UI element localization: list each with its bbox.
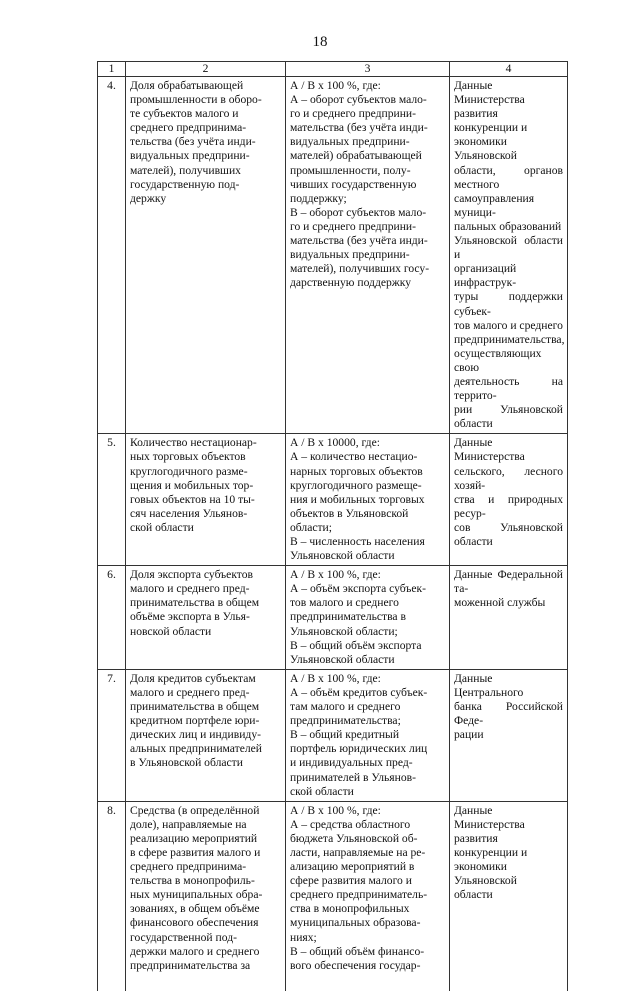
indicator-line: финансового обеспечения [130, 916, 281, 930]
formula-line: тов малого и среднего [290, 596, 445, 610]
source-line: развития конкуренции и [454, 107, 563, 135]
source-cell [450, 566, 568, 670]
formula-line: А – объём кредитов субъек- [290, 686, 445, 700]
column-header: 3 [286, 62, 450, 77]
source-line: экономики Ульяновской [454, 135, 563, 163]
indicator-line: среднего предпринима- [130, 121, 281, 135]
indicator-line: Доля кредитов субъектам [130, 672, 281, 686]
source-line: области [454, 888, 563, 902]
indicator-line: мателей), получивших [130, 164, 281, 178]
source-line: деятельность на террито- [454, 375, 563, 403]
source-cell [450, 77, 568, 434]
indicator-line: малого и среднего пред- [130, 686, 281, 700]
source-line: ства и природных ресур- [454, 493, 563, 521]
source-line: банка Российской Феде- [454, 700, 563, 728]
indicator-line: ных торговых объектов [130, 450, 281, 464]
column-header: 2 [126, 62, 286, 77]
indicator-line: предпринимательства за [130, 959, 281, 973]
formula-line: А / В х 100 %, где: [290, 804, 445, 818]
source-line: предпринимательства, [454, 333, 563, 347]
formula-line: В – оборот субъектов мало- [290, 206, 445, 220]
table-row [98, 77, 568, 434]
indicator-line: сяч населения Ульянов- [130, 507, 281, 521]
indicator-line: государственной под- [130, 931, 281, 945]
source-line: рации [454, 728, 563, 742]
indicator-line: ных муниципальных обра- [130, 888, 281, 902]
indicator-line: Доля обрабатывающей [130, 79, 281, 93]
formula-line: В – общий объём финансо- [290, 945, 445, 959]
indicator-line: кредитном портфеле юри- [130, 714, 281, 728]
indicator-line: государственную под- [130, 178, 281, 192]
table-body [98, 77, 568, 991]
indicator-line: новской области [130, 625, 281, 639]
formula-line: го и среднего предприни- [290, 107, 445, 121]
source-line: пальных образований [454, 220, 563, 234]
formula-line: А – объём экспорта субъек- [290, 582, 445, 596]
table-row [98, 669, 568, 801]
indicator-cell [126, 434, 286, 566]
indicator-line: держки малого и среднего [130, 945, 281, 959]
formula-line: ализацию мероприятий в [290, 860, 445, 874]
formula-line: бюджета Ульяновской об- [290, 832, 445, 846]
formula-line: А / В х 100 %, где: [290, 672, 445, 686]
source-line: самоуправления муници- [454, 192, 563, 220]
formula-line: нарных торговых объектов [290, 465, 445, 479]
formula-line: поддержку; [290, 192, 445, 206]
indicator-cell [126, 77, 286, 434]
formula-line: мателей) обрабатывающей [290, 149, 445, 163]
row-number: 6. [98, 566, 126, 670]
formula-line: мательства (без учёта инди- [290, 234, 445, 248]
formula-line: предпринимательства; [290, 714, 445, 728]
source-line: моженной службы [454, 596, 563, 610]
table-row [98, 566, 568, 670]
source-line: тов малого и среднего [454, 319, 563, 333]
formula-line: ской области [290, 785, 445, 799]
indicator-line: малого и среднего пред- [130, 582, 281, 596]
formula-line: ниях; [290, 931, 445, 945]
formula-line: среднего предприниматель- [290, 888, 445, 902]
formula-line: чивших государственную [290, 178, 445, 192]
formula-line: А – количество нестацио- [290, 450, 445, 464]
formula-line: сфере развития малого и [290, 874, 445, 888]
source-line: Ульяновской области и [454, 234, 563, 262]
formula-line: мательства (без учёта инди- [290, 121, 445, 135]
formula-line: А / В х 100 %, где: [290, 568, 445, 582]
indicator-line: среднего предпринима- [130, 860, 281, 874]
indicator-line: дических лиц и индивиду- [130, 728, 281, 742]
formula-line: В – общий кредитный [290, 728, 445, 742]
column-header: 4 [450, 62, 568, 77]
indicator-line: держку [130, 192, 281, 206]
indicator-line: видуальных предприни- [130, 149, 281, 163]
source-line: Данные Министерства [454, 436, 563, 464]
formula-line: А / В х 100 %, где: [290, 79, 445, 93]
formula-line: В – численность населения [290, 535, 445, 549]
source-line: Данные Федеральной та- [454, 568, 563, 596]
indicators-table [97, 61, 568, 991]
source-line: осуществляющих свою [454, 347, 563, 375]
indicator-line: в сфере развития малого и [130, 846, 281, 860]
formula-cell [286, 801, 450, 991]
source-line: организаций инфраструк- [454, 262, 563, 290]
indicator-line: Доля экспорта субъектов [130, 568, 281, 582]
formula-line: ния и мобильных торговых [290, 493, 445, 507]
formula-cell [286, 669, 450, 801]
source-line: экономики Ульяновской [454, 860, 563, 888]
indicator-line: Количество нестационар- [130, 436, 281, 450]
formula-line: дарственную поддержку [290, 276, 445, 290]
indicator-line: объёме экспорта в Улья- [130, 610, 281, 624]
formula-line: мателей), получивших госу- [290, 262, 445, 276]
indicator-line: Средства (в определённой [130, 804, 281, 818]
formula-line: предпринимательства в [290, 610, 445, 624]
source-line: развития конкуренции и [454, 832, 563, 860]
formula-line: А – оборот субъектов мало- [290, 93, 445, 107]
formula-line: А – средства областного [290, 818, 445, 832]
table-row [98, 434, 568, 566]
formula-line: объектов в Ульяновской [290, 507, 445, 521]
indicator-line: тельства (без учёта инди- [130, 135, 281, 149]
indicator-line: принимательства в общем [130, 700, 281, 714]
indicator-line: говых объектов на 10 ты- [130, 493, 281, 507]
indicator-line: в Ульяновской области [130, 756, 281, 770]
formula-cell [286, 77, 450, 434]
indicator-cell [126, 669, 286, 801]
formula-line: принимателей в Ульянов- [290, 771, 445, 785]
indicator-line: принимательства в общем [130, 596, 281, 610]
row-number: 5. [98, 434, 126, 566]
row-number: 7. [98, 669, 126, 801]
indicator-line: реализацию мероприятий [130, 832, 281, 846]
formula-line: А / В х 10000, где: [290, 436, 445, 450]
indicator-line: тельства в монопрофиль- [130, 874, 281, 888]
source-line: Данные Центрального [454, 672, 563, 700]
formula-line: Ульяновской области [290, 653, 445, 667]
indicator-line: те субъектов малого и [130, 107, 281, 121]
indicator-line: доле), направляемые на [130, 818, 281, 832]
source-cell [450, 801, 568, 991]
formula-line: круглогодичного размеще- [290, 479, 445, 493]
formula-cell [286, 434, 450, 566]
formula-line: го и среднего предприни- [290, 220, 445, 234]
indicator-line: круглогодичного разме- [130, 465, 281, 479]
row-number: 4. [98, 77, 126, 434]
table-row [98, 801, 568, 991]
formula-line: муниципальных образова- [290, 916, 445, 930]
page-number: 18 [0, 34, 640, 51]
indicator-line: промышленности в оборо- [130, 93, 281, 107]
row-number: 8. [98, 801, 126, 991]
source-line: области, органов местного [454, 164, 563, 192]
indicator-line: зованиях, в общем объёме [130, 902, 281, 916]
source-cell [450, 434, 568, 566]
formula-line: промышленности, полу- [290, 164, 445, 178]
formula-line: Ульяновской области; [290, 625, 445, 639]
source-line: туры поддержки субъек- [454, 290, 563, 318]
indicator-cell [126, 566, 286, 670]
formula-line: вого обеспечения государ- [290, 959, 445, 973]
formula-line: портфель юридических лиц [290, 742, 445, 756]
source-cell [450, 669, 568, 801]
indicator-line: альных предпринимателей [130, 742, 281, 756]
source-line: Данные Министерства [454, 79, 563, 107]
formula-line: там малого и среднего [290, 700, 445, 714]
formula-line: Ульяновской области [290, 549, 445, 563]
formula-line: В – общий объём экспорта [290, 639, 445, 653]
indicator-cell [126, 801, 286, 991]
source-line: Данные Министерства [454, 804, 563, 832]
indicator-line: ской области [130, 521, 281, 535]
source-line: сов Ульяновской области [454, 521, 563, 549]
formula-line: области; [290, 521, 445, 535]
column-header: 1 [98, 62, 126, 77]
formula-cell [286, 566, 450, 670]
source-line: рии Ульяновской области [454, 403, 563, 431]
formula-line: видуальных предприни- [290, 248, 445, 262]
formula-line: ства в монопрофильных [290, 902, 445, 916]
formula-line: ласти, направляемые на ре- [290, 846, 445, 860]
table-header-row [98, 62, 568, 77]
source-line: сельского, лесного хозяй- [454, 465, 563, 493]
formula-line: и индивидуальных пред- [290, 756, 445, 770]
formula-line: видуальных предприни- [290, 135, 445, 149]
indicator-line: щения и мобильных тор- [130, 479, 281, 493]
